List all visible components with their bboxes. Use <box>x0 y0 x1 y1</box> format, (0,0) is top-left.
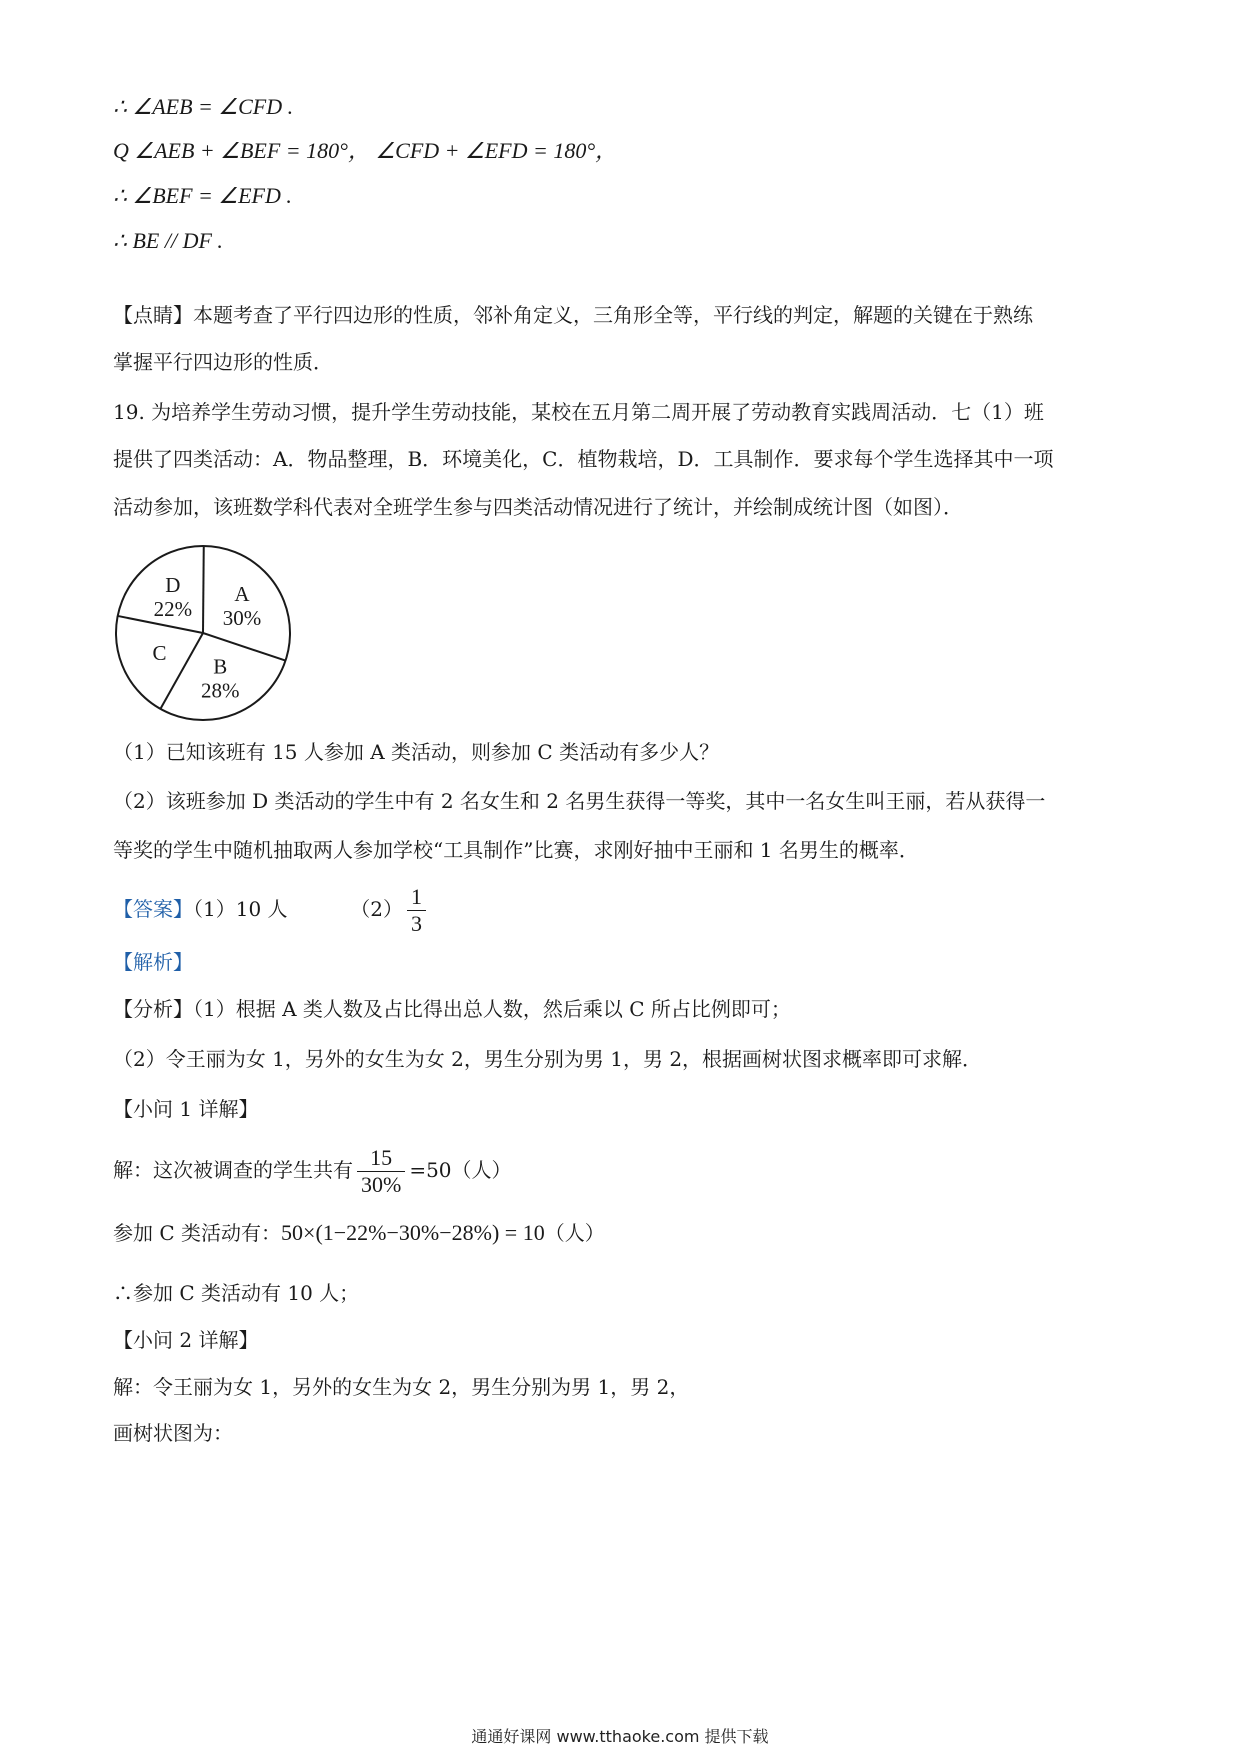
pie-percent-A: 30% <box>222 606 262 631</box>
pie-chart <box>108 538 298 728</box>
pie-percent-B: 28% <box>200 678 240 703</box>
pie-percent-D: 22% <box>153 596 193 621</box>
subquestion-1-heading: 【小问 1 详解】 <box>113 1097 259 1121</box>
problem-19-line-2: 提供了四类活动：A．物品整理，B．环境美化，C．植物栽培，D．工具制作．要求每个学生选择其中一项 <box>113 447 1054 471</box>
solution-1-line: 解：这次被调查的学生共有 $\frac{15}{30\%}$ =50（人） <box>113 1145 512 1197</box>
fenxi-line-1: 【分析】（1）根据 A 类人数及占比得出总人数，然后乘以 C 所占比例即可； <box>113 997 791 1021</box>
jiexi-label: 【解析】 <box>113 950 193 974</box>
answer-1: （1）10 人 <box>193 897 288 921</box>
solution-3-line: ∴参加 C 类活动有 10 人； <box>113 1281 360 1305</box>
pie-labels <box>153 573 262 703</box>
question-1: （1）已知该班有 15 人参加 A 类活动，则参加 C 类活动有多少人？ <box>113 740 720 764</box>
answer-2: （2） <box>350 897 403 921</box>
solution-4-line: 解：令王丽为女 1，另外的女生为女 2，男生分别为男 1，男 2， <box>113 1375 690 1399</box>
dianjing-line-2: 掌握平行四边形的性质． <box>113 350 333 374</box>
question-2-line-1: （2）该班参加 D 类活动的学生中有 2 名女生和 2 名男生获得一等奖，其中一名女生叫王丽，若从获得一 <box>113 789 1046 813</box>
proof-line-2: Q ∠AEB + ∠BEF = 180°， ∠CFD + ∠EFD = 180°， <box>113 138 618 163</box>
answer-2-fraction: $\frac{1}{3}$ <box>407 884 426 937</box>
pie-slice-boundary-A <box>203 546 204 633</box>
page-footer: 通通好课网 www.tthaoke.com 提供下载 <box>471 1727 769 1746</box>
answer-line <box>113 878 430 940</box>
pie-label-C: C <box>152 640 167 665</box>
subquestion-2-heading: 【小问 2 详解】 <box>113 1328 259 1352</box>
proof-line-3: ∴ ∠BEF = ∠EFD . <box>113 183 292 208</box>
fenxi-line-2: （2）令王丽为女 1，另外的女生为女 2，男生分别为男 1，男 2，根据画树状图求概率即可求解． <box>113 1047 983 1071</box>
pie-label-D: D <box>165 572 181 597</box>
proof-line-4: ∴ BE // DF . <box>113 228 223 253</box>
solution-1-fraction: $\frac{15}{30\%}$ <box>357 1145 405 1198</box>
pie-label-A: A <box>234 582 250 607</box>
problem-19-line-1: 19. 为培养学生劳动习惯，提升学生劳动技能，某校在五月第二周开展了劳动教育实践周活动．七（1）班 <box>113 400 1044 424</box>
solution-5-line: 画树状图为： <box>113 1421 233 1445</box>
dianjing-line-1: 【点睛】本题考查了平行四边形的性质，邻补角定义，三角形全等，平行线的判定，解题的关键在于熟练 <box>113 303 1033 327</box>
pie-slice-boundary-C <box>160 633 203 709</box>
pie-label-B: B <box>213 654 228 679</box>
solution-2-line: 参加 C 类活动有：50×(1−22%−30%−28%) = 10（人） <box>113 1220 605 1245</box>
problem-19-line-3: 活动参加，该班数学科代表对全班学生参与四类活动情况进行了统计，并绘制成统计图（如图）． <box>113 495 963 519</box>
answer-label: 【答案】 <box>113 897 193 921</box>
question-2-line-2: 等奖的学生中随机抽取两人参加学校“工具制作”比赛，求刚好抽中王丽和 1 名男生的概率． <box>113 838 919 862</box>
proof-line-1: ∴ ∠AEB = ∠CFD . <box>113 94 294 119</box>
